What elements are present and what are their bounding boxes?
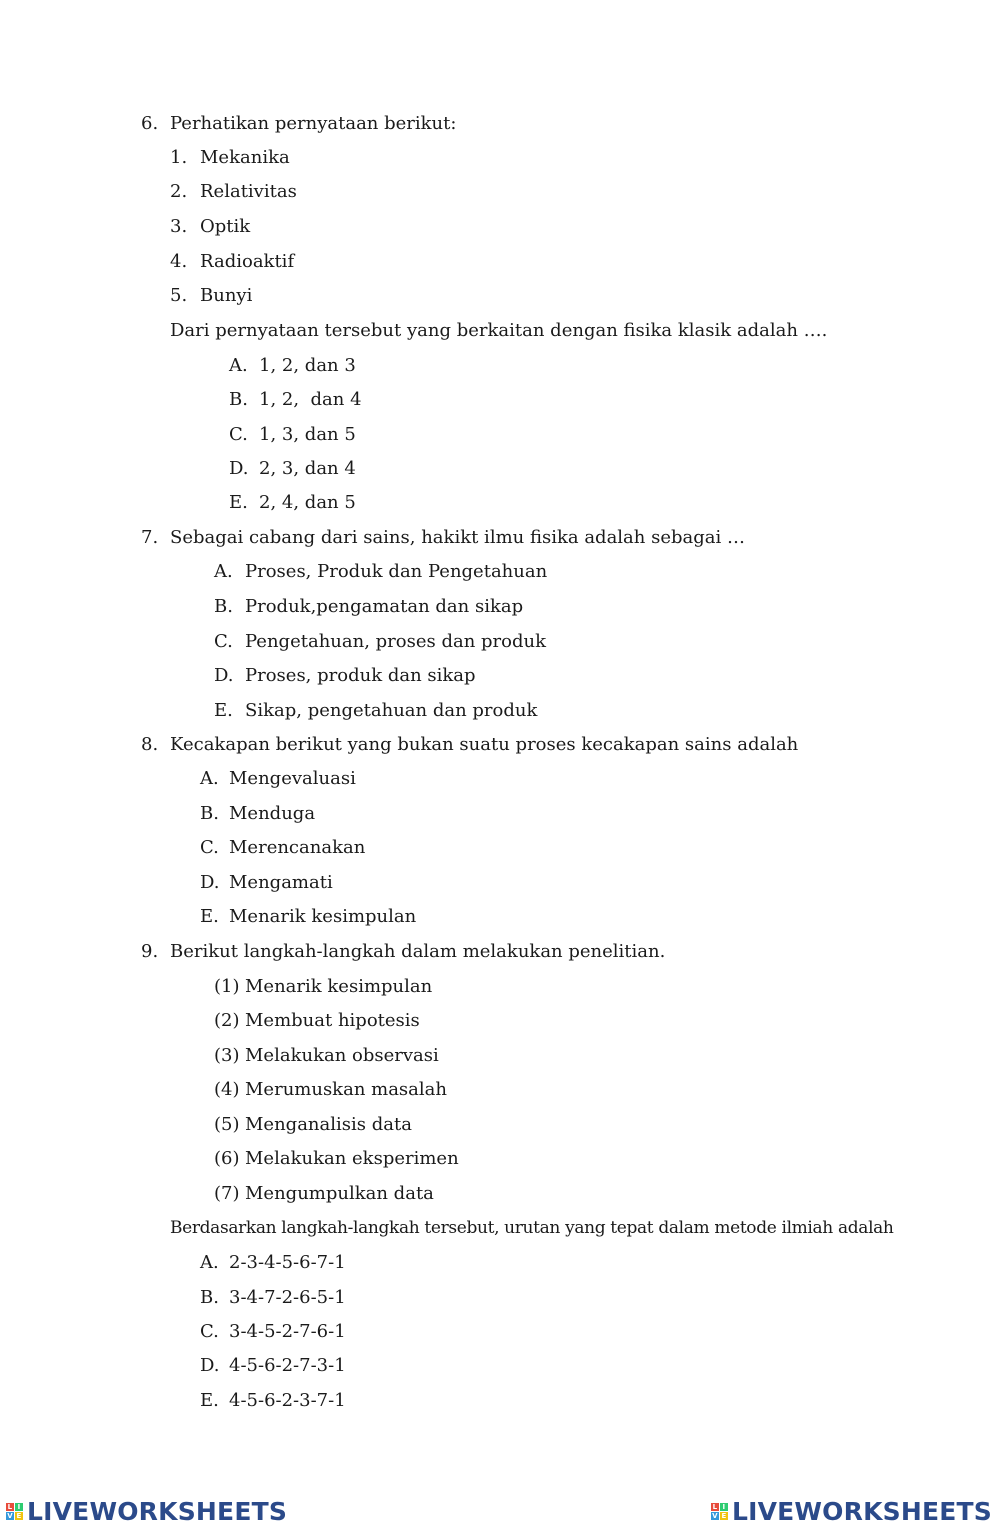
step-text: Melakukan observasi <box>245 1045 439 1066</box>
question-number: 6. <box>141 113 159 134</box>
statement-label: 1. <box>170 147 188 168</box>
option-label: D. <box>229 458 249 479</box>
option-text: 3-4-7-2-6-5-1 <box>229 1287 346 1308</box>
option-label: E. <box>200 1390 219 1411</box>
question-text: Berikut langkah-langkah dalam melakukan penelitian. <box>170 941 666 962</box>
option-text: Menduga <box>229 803 316 824</box>
liveworksheets-logo-right <box>711 1494 992 1528</box>
option-text: Proses, Produk dan Pengetahuan <box>245 561 548 582</box>
logo-mark-icon: L I V E <box>712 1502 727 1520</box>
option-label: E. <box>214 700 233 721</box>
option-text: 4-5-6-2-3-7-1 <box>229 1390 346 1411</box>
statement-label: 4. <box>170 251 188 272</box>
option-label: D. <box>200 1355 220 1376</box>
step-text: Mengumpulkan data <box>245 1183 434 1204</box>
step-label: (7) <box>214 1183 240 1204</box>
option-text: 2, 4, dan 5 <box>259 492 356 513</box>
step-label: (6) <box>214 1148 240 1169</box>
statement-label: 3. <box>170 216 188 237</box>
logo-mark-icon: L I V E <box>7 1502 22 1520</box>
question-number: 9. <box>141 941 159 962</box>
step-label: (5) <box>214 1114 240 1135</box>
option-label: A. <box>214 561 233 582</box>
logo-text: LIVEWORKSHEETS <box>731 1496 992 1526</box>
step-label: (4) <box>214 1079 240 1100</box>
option-text: Sikap, pengetahuan dan produk <box>245 700 538 721</box>
option-text: Merencanakan <box>229 837 366 858</box>
option-label: B. <box>214 596 233 617</box>
option-label: C. <box>200 837 219 858</box>
statement-text: Bunyi <box>200 285 253 306</box>
option-label: D. <box>200 872 220 893</box>
option-text: Menarik kesimpulan <box>229 906 417 927</box>
question-number: 8. <box>141 734 159 755</box>
question-text: Kecakapan berikut yang bukan suatu proses kecakapan sains adalah <box>170 734 799 755</box>
logo-text: LIVEWORKSHEETS <box>27 1496 288 1526</box>
step-label: (3) <box>214 1045 240 1066</box>
option-label: B. <box>200 803 219 824</box>
step-text: Merumuskan masalah <box>245 1079 447 1100</box>
statement-text: Mekanika <box>200 147 290 168</box>
statement-label: 2. <box>170 181 188 202</box>
statement-label: 5. <box>170 285 188 306</box>
step-text: Melakukan eksperimen <box>245 1148 459 1169</box>
option-label: E. <box>229 492 248 513</box>
option-label: C. <box>229 424 248 445</box>
statement-text: Radioaktif <box>200 251 295 272</box>
option-text: Mengevaluasi <box>229 768 356 789</box>
option-label: A. <box>200 768 219 789</box>
question-number: 7. <box>141 527 159 548</box>
option-text: 1, 3, dan 5 <box>259 424 356 445</box>
statement-text: Optik <box>200 216 251 237</box>
step-label: (1) <box>214 976 240 997</box>
question-text: Perhatikan pernyataan berikut: <box>170 113 457 134</box>
option-label: E. <box>200 906 219 927</box>
statement-text: Relativitas <box>200 181 297 202</box>
option-text: 4-5-6-2-7-3-1 <box>229 1355 346 1376</box>
option-label: A. <box>200 1252 219 1273</box>
option-label: D. <box>214 665 234 686</box>
step-label: (2) <box>214 1010 240 1031</box>
option-text: Pengetahuan, proses dan produk <box>245 631 547 652</box>
option-label: B. <box>200 1287 219 1308</box>
step-text: Menganalisis data <box>245 1114 412 1135</box>
step-text: Membuat hipotesis <box>245 1010 420 1031</box>
option-text: 3-4-5-2-7-6-1 <box>229 1321 346 1342</box>
option-text: Proses, produk dan sikap <box>245 665 476 686</box>
option-label: A. <box>229 355 248 376</box>
question-text: Sebagai cabang dari sains, hakikt ilmu fisika adalah sebagai … <box>170 527 745 548</box>
question-prompt: Berdasarkan langkah-langkah tersebut, urutan yang tepat dalam metode ilmiah adalah <box>170 1218 894 1238</box>
option-text: 2, 3, dan 4 <box>259 458 356 479</box>
step-text: Menarik kesimpulan <box>245 976 433 997</box>
question-prompt: Dari pernyataan tersebut yang berkaitan dengan fisika klasik adalah …. <box>170 320 828 341</box>
option-text: 1, 2, dan 4 <box>259 389 362 410</box>
option-label: C. <box>200 1321 219 1342</box>
option-text: 2-3-4-5-6-7-1 <box>229 1252 346 1273</box>
liveworksheets-logo-left <box>6 1494 287 1528</box>
option-label: C. <box>214 631 233 652</box>
option-text: Mengamati <box>229 872 333 893</box>
option-text: 1, 2, dan 3 <box>259 355 356 376</box>
option-label: B. <box>229 389 248 410</box>
option-text: Produk,pengamatan dan sikap <box>245 596 524 617</box>
